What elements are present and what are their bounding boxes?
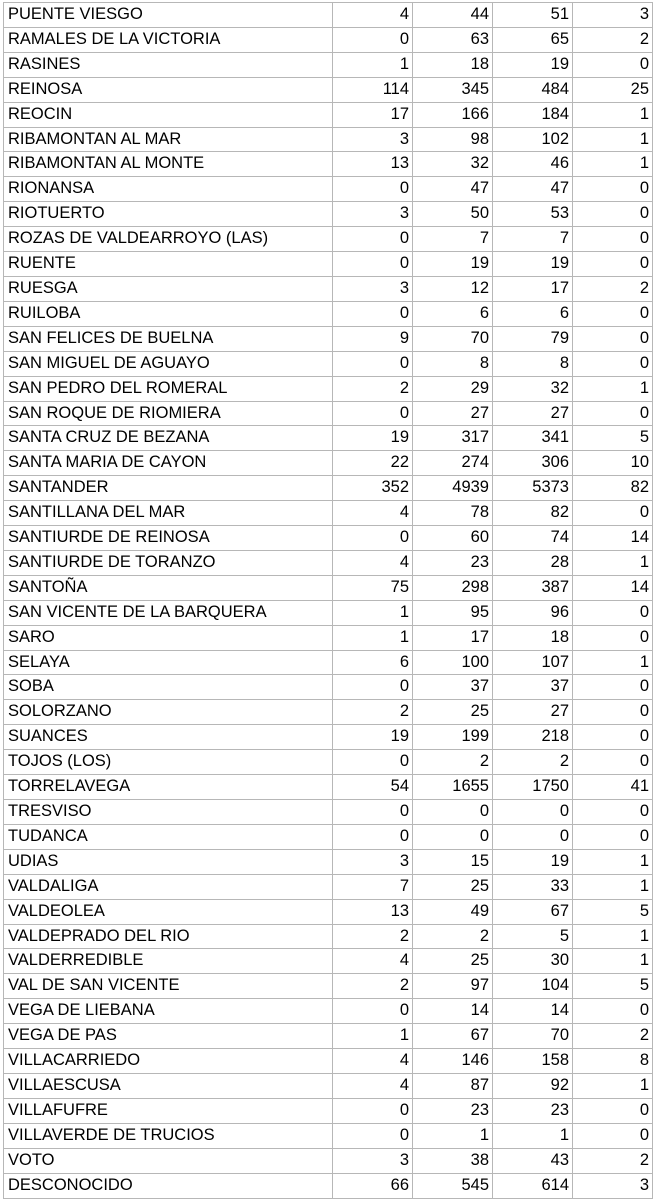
value-cell-col4[interactable]: 0 <box>573 401 653 426</box>
value-cell-col3[interactable]: 18 <box>493 625 573 650</box>
value-cell-col3[interactable]: 67 <box>493 899 573 924</box>
value-cell-col2[interactable]: 87 <box>413 1073 493 1098</box>
value-cell-col3[interactable]: 32 <box>493 376 573 401</box>
municipality-data-table <box>3 2 653 1199</box>
value-cell-col3[interactable]: 23 <box>493 1098 573 1123</box>
value-cell-col2[interactable]: 1 <box>413 1123 493 1148</box>
municipality-name-cell[interactable]: SANTA MARIA DE CAYON <box>4 451 333 476</box>
value-cell-col4[interactable]: 0 <box>573 227 653 252</box>
municipality-name-cell[interactable]: RIBAMONTAN AL MONTE <box>4 152 333 177</box>
value-cell-col4[interactable]: 10 <box>573 451 653 476</box>
value-cell-col3[interactable]: 184 <box>493 102 573 127</box>
value-cell-col2[interactable]: 317 <box>413 426 493 451</box>
municipality-name-cell[interactable]: SANTOÑA <box>4 575 333 600</box>
value-cell-col4[interactable]: 3 <box>573 1173 653 1198</box>
value-cell-col3[interactable]: 19 <box>493 252 573 277</box>
value-cell-col3[interactable]: 306 <box>493 451 573 476</box>
municipality-name-cell[interactable]: VILLACARRIEDO <box>4 1049 333 1074</box>
value-cell-col2[interactable]: 49 <box>413 899 493 924</box>
value-cell-col4[interactable]: 0 <box>573 700 653 725</box>
value-cell-col3[interactable]: 104 <box>493 974 573 999</box>
value-cell-col3[interactable]: 19 <box>493 849 573 874</box>
value-cell-col1[interactable]: 0 <box>333 999 413 1024</box>
table-row <box>4 276 653 301</box>
value-cell-col2[interactable]: 23 <box>413 550 493 575</box>
value-cell-col2[interactable]: 146 <box>413 1049 493 1074</box>
value-cell-col2[interactable]: 15 <box>413 849 493 874</box>
value-cell-col2[interactable]: 2 <box>413 924 493 949</box>
value-cell-col4[interactable]: 0 <box>573 600 653 625</box>
value-cell-col2[interactable]: 25 <box>413 700 493 725</box>
value-cell-col4[interactable]: 1 <box>573 924 653 949</box>
value-cell-col3[interactable]: 7 <box>493 227 573 252</box>
value-cell-col3[interactable]: 341 <box>493 426 573 451</box>
value-cell-col3[interactable]: 19 <box>493 52 573 77</box>
value-cell-col3[interactable]: 102 <box>493 127 573 152</box>
value-cell-col1[interactable]: 1 <box>333 600 413 625</box>
value-cell-col3[interactable]: 1 <box>493 1123 573 1148</box>
value-cell-col3[interactable]: 37 <box>493 675 573 700</box>
table-row <box>4 824 653 849</box>
value-cell-col2[interactable]: 298 <box>413 575 493 600</box>
value-cell-col4[interactable]: 0 <box>573 326 653 351</box>
municipality-name-cell[interactable]: TOJOS (LOS) <box>4 750 333 775</box>
municipality-name-cell[interactable]: PUENTE VIESGO <box>4 3 333 28</box>
value-cell-col4[interactable]: 2 <box>573 276 653 301</box>
table-row <box>4 924 653 949</box>
municipality-name-cell[interactable]: VALDEPRADO DEL RIO <box>4 924 333 949</box>
value-cell-col3[interactable]: 79 <box>493 326 573 351</box>
value-cell-col1[interactable]: 3 <box>333 127 413 152</box>
value-cell-col3[interactable]: 27 <box>493 401 573 426</box>
value-cell-col1[interactable]: 19 <box>333 725 413 750</box>
table-row <box>4 52 653 77</box>
municipality-name-cell[interactable]: SANTANDER <box>4 476 333 501</box>
table-row <box>4 800 653 825</box>
value-cell-col4[interactable]: 0 <box>573 824 653 849</box>
value-cell-col4[interactable]: 14 <box>573 526 653 551</box>
value-cell-col1[interactable]: 0 <box>333 27 413 52</box>
value-cell-col3[interactable]: 387 <box>493 575 573 600</box>
value-cell-col1[interactable]: 3 <box>333 276 413 301</box>
value-cell-col2[interactable]: 274 <box>413 451 493 476</box>
value-cell-col4[interactable]: 82 <box>573 476 653 501</box>
value-cell-col1[interactable]: 75 <box>333 575 413 600</box>
value-cell-col3[interactable]: 74 <box>493 526 573 551</box>
table-body <box>4 3 653 1199</box>
table-row <box>4 27 653 52</box>
municipality-name-cell[interactable]: DESCONOCIDO <box>4 1173 333 1198</box>
table-row <box>4 874 653 899</box>
value-cell-col4[interactable]: 1 <box>573 102 653 127</box>
value-cell-col3[interactable]: 53 <box>493 202 573 227</box>
municipality-name-cell[interactable]: VALDALIGA <box>4 874 333 899</box>
value-cell-col4[interactable]: 1 <box>573 949 653 974</box>
value-cell-col3[interactable]: 0 <box>493 800 573 825</box>
value-cell-col4[interactable]: 1 <box>573 874 653 899</box>
municipality-name-cell[interactable]: SANTIURDE DE REINOSA <box>4 526 333 551</box>
value-cell-col1[interactable]: 13 <box>333 899 413 924</box>
table-row <box>4 600 653 625</box>
value-cell-col1[interactable]: 54 <box>333 775 413 800</box>
value-cell-col1[interactable]: 0 <box>333 351 413 376</box>
value-cell-col1[interactable]: 4 <box>333 550 413 575</box>
municipality-name-cell[interactable]: SAN ROQUE DE RIOMIERA <box>4 401 333 426</box>
value-cell-col3[interactable]: 92 <box>493 1073 573 1098</box>
value-cell-col2[interactable]: 25 <box>413 949 493 974</box>
value-cell-col4[interactable]: 1 <box>573 849 653 874</box>
value-cell-col3[interactable]: 0 <box>493 824 573 849</box>
table-row <box>4 376 653 401</box>
municipality-name-cell[interactable]: UDIAS <box>4 849 333 874</box>
value-cell-col1[interactable]: 4 <box>333 3 413 28</box>
municipality-name-cell[interactable]: RAMALES DE LA VICTORIA <box>4 27 333 52</box>
table-row <box>4 102 653 127</box>
value-cell-col2[interactable]: 50 <box>413 202 493 227</box>
table-row <box>4 700 653 725</box>
municipality-name-cell[interactable]: VEGA DE LIEBANA <box>4 999 333 1024</box>
value-cell-col1[interactable]: 22 <box>333 451 413 476</box>
value-cell-col4[interactable]: 2 <box>573 27 653 52</box>
value-cell-col4[interactable]: 3 <box>573 3 653 28</box>
value-cell-col1[interactable]: 0 <box>333 301 413 326</box>
value-cell-col1[interactable]: 2 <box>333 924 413 949</box>
table-row <box>4 625 653 650</box>
table-row <box>4 401 653 426</box>
value-cell-col4[interactable]: 0 <box>573 675 653 700</box>
municipality-name-cell[interactable]: VILLAVERDE DE TRUCIOS <box>4 1123 333 1148</box>
value-cell-col2[interactable]: 47 <box>413 177 493 202</box>
value-cell-col1[interactable]: 6 <box>333 650 413 675</box>
value-cell-col1[interactable]: 19 <box>333 426 413 451</box>
value-cell-col1[interactable]: 0 <box>333 750 413 775</box>
table-row <box>4 326 653 351</box>
value-cell-col1[interactable]: 0 <box>333 252 413 277</box>
municipality-name-cell[interactable]: RUILOBA <box>4 301 333 326</box>
value-cell-col3[interactable]: 82 <box>493 501 573 526</box>
value-cell-col2[interactable]: 44 <box>413 3 493 28</box>
value-cell-col4[interactable]: 1 <box>573 152 653 177</box>
value-cell-col1[interactable]: 0 <box>333 675 413 700</box>
value-cell-col4[interactable]: 1 <box>573 127 653 152</box>
value-cell-col4[interactable]: 2 <box>573 1148 653 1173</box>
value-cell-col1[interactable]: 2 <box>333 700 413 725</box>
value-cell-col4[interactable]: 0 <box>573 301 653 326</box>
municipality-name-cell[interactable]: SAN FELICES DE BUELNA <box>4 326 333 351</box>
value-cell-col3[interactable]: 17 <box>493 276 573 301</box>
value-cell-col1[interactable]: 352 <box>333 476 413 501</box>
municipality-name-cell[interactable]: VOTO <box>4 1148 333 1173</box>
value-cell-col2[interactable]: 1655 <box>413 775 493 800</box>
municipality-name-cell[interactable]: TORRELAVEGA <box>4 775 333 800</box>
municipality-name-cell[interactable]: REOCIN <box>4 102 333 127</box>
municipality-name-cell[interactable]: SAN PEDRO DEL ROMERAL <box>4 376 333 401</box>
table-row <box>4 252 653 277</box>
value-cell-col2[interactable]: 60 <box>413 526 493 551</box>
value-cell-col1[interactable]: 13 <box>333 152 413 177</box>
value-cell-col1[interactable]: 7 <box>333 874 413 899</box>
table-row <box>4 650 653 675</box>
municipality-name-cell[interactable]: TRESVISO <box>4 800 333 825</box>
municipality-name-cell[interactable]: RIOTUERTO <box>4 202 333 227</box>
table-row <box>4 127 653 152</box>
value-cell-col4[interactable]: 14 <box>573 575 653 600</box>
value-cell-col3[interactable]: 614 <box>493 1173 573 1198</box>
value-cell-col1[interactable]: 0 <box>333 800 413 825</box>
value-cell-col1[interactable]: 0 <box>333 227 413 252</box>
value-cell-col4[interactable]: 0 <box>573 750 653 775</box>
table-row <box>4 476 653 501</box>
value-cell-col4[interactable]: 1 <box>573 1073 653 1098</box>
municipality-name-cell[interactable]: VEGA DE PAS <box>4 1024 333 1049</box>
value-cell-col4[interactable]: 0 <box>573 1098 653 1123</box>
municipality-name-cell[interactable]: VILLAESCUSA <box>4 1073 333 1098</box>
value-cell-col2[interactable]: 63 <box>413 27 493 52</box>
value-cell-col4[interactable]: 0 <box>573 800 653 825</box>
value-cell-col1[interactable]: 0 <box>333 1098 413 1123</box>
value-cell-col4[interactable]: 0 <box>573 52 653 77</box>
municipality-name-cell[interactable]: RIBAMONTAN AL MAR <box>4 127 333 152</box>
value-cell-col1[interactable]: 4 <box>333 1073 413 1098</box>
value-cell-col4[interactable]: 41 <box>573 775 653 800</box>
table-row <box>4 1098 653 1123</box>
value-cell-col4[interactable]: 8 <box>573 1049 653 1074</box>
table-row <box>4 675 653 700</box>
table-row <box>4 775 653 800</box>
value-cell-col3[interactable]: 33 <box>493 874 573 899</box>
value-cell-col1[interactable]: 1 <box>333 625 413 650</box>
value-cell-col1[interactable]: 3 <box>333 849 413 874</box>
table-row <box>4 301 653 326</box>
value-cell-col2[interactable]: 0 <box>413 800 493 825</box>
value-cell-col2[interactable]: 0 <box>413 824 493 849</box>
value-cell-col1[interactable]: 0 <box>333 177 413 202</box>
table-row <box>4 575 653 600</box>
table-row <box>4 1148 653 1173</box>
value-cell-col3[interactable]: 1750 <box>493 775 573 800</box>
value-cell-col3[interactable]: 43 <box>493 1148 573 1173</box>
value-cell-col1[interactable]: 2 <box>333 376 413 401</box>
value-cell-col2[interactable]: 38 <box>413 1148 493 1173</box>
municipality-name-cell[interactable]: SANTA CRUZ DE BEZANA <box>4 426 333 451</box>
value-cell-col4[interactable]: 25 <box>573 77 653 102</box>
municipality-name-cell[interactable]: SANTIURDE DE TORANZO <box>4 550 333 575</box>
municipality-name-cell[interactable]: SANTILLANA DEL MAR <box>4 501 333 526</box>
value-cell-col1[interactable]: 17 <box>333 102 413 127</box>
value-cell-col2[interactable]: 25 <box>413 874 493 899</box>
value-cell-col3[interactable]: 2 <box>493 750 573 775</box>
value-cell-col2[interactable]: 7 <box>413 227 493 252</box>
value-cell-col1[interactable]: 0 <box>333 401 413 426</box>
table-row <box>4 550 653 575</box>
table-row <box>4 202 653 227</box>
value-cell-col2[interactable]: 345 <box>413 77 493 102</box>
value-cell-col3[interactable]: 484 <box>493 77 573 102</box>
value-cell-col4[interactable]: 1 <box>573 650 653 675</box>
value-cell-col2[interactable]: 98 <box>413 127 493 152</box>
value-cell-col1[interactable]: 0 <box>333 526 413 551</box>
value-cell-col3[interactable]: 47 <box>493 177 573 202</box>
table-row <box>4 3 653 28</box>
table-row <box>4 849 653 874</box>
value-cell-col4[interactable]: 5 <box>573 974 653 999</box>
value-cell-col2[interactable]: 37 <box>413 675 493 700</box>
value-cell-col1[interactable]: 3 <box>333 1148 413 1173</box>
municipality-name-cell[interactable]: VILLAFUFRE <box>4 1098 333 1123</box>
value-cell-col2[interactable]: 95 <box>413 600 493 625</box>
value-cell-col3[interactable]: 96 <box>493 600 573 625</box>
value-cell-col4[interactable]: 5 <box>573 426 653 451</box>
value-cell-col1[interactable]: 4 <box>333 501 413 526</box>
value-cell-col3[interactable]: 107 <box>493 650 573 675</box>
value-cell-col1[interactable]: 9 <box>333 326 413 351</box>
municipality-name-cell[interactable]: VAL DE SAN VICENTE <box>4 974 333 999</box>
value-cell-col3[interactable]: 70 <box>493 1024 573 1049</box>
table-row <box>4 501 653 526</box>
value-cell-col1[interactable]: 66 <box>333 1173 413 1198</box>
municipality-name-cell[interactable]: RUENTE <box>4 252 333 277</box>
municipality-name-cell[interactable]: SOLORZANO <box>4 700 333 725</box>
table-row <box>4 426 653 451</box>
value-cell-col1[interactable]: 4 <box>333 949 413 974</box>
value-cell-col2[interactable]: 32 <box>413 152 493 177</box>
value-cell-col2[interactable]: 18 <box>413 52 493 77</box>
value-cell-col4[interactable]: 0 <box>573 725 653 750</box>
value-cell-col3[interactable]: 27 <box>493 700 573 725</box>
value-cell-col2[interactable]: 78 <box>413 501 493 526</box>
table-row <box>4 1049 653 1074</box>
table-row <box>4 750 653 775</box>
table-row <box>4 1024 653 1049</box>
table-row <box>4 1123 653 1148</box>
value-cell-col2[interactable]: 29 <box>413 376 493 401</box>
value-cell-col3[interactable]: 6 <box>493 301 573 326</box>
value-cell-col2[interactable]: 27 <box>413 401 493 426</box>
municipality-name-cell[interactable]: TUDANCA <box>4 824 333 849</box>
value-cell-col1[interactable]: 0 <box>333 824 413 849</box>
municipality-name-cell[interactable]: SARO <box>4 625 333 650</box>
value-cell-col1[interactable]: 3 <box>333 202 413 227</box>
value-cell-col4[interactable]: 0 <box>573 202 653 227</box>
municipality-name-cell[interactable]: RUESGA <box>4 276 333 301</box>
value-cell-col4[interactable]: 5 <box>573 899 653 924</box>
municipality-name-cell[interactable]: SAN MIGUEL DE AGUAYO <box>4 351 333 376</box>
value-cell-col4[interactable]: 2 <box>573 1024 653 1049</box>
table-row <box>4 77 653 102</box>
table-row <box>4 526 653 551</box>
table-row <box>4 974 653 999</box>
value-cell-col3[interactable]: 5 <box>493 924 573 949</box>
value-cell-col2[interactable]: 199 <box>413 725 493 750</box>
value-cell-col2[interactable]: 14 <box>413 999 493 1024</box>
value-cell-col2[interactable]: 2 <box>413 750 493 775</box>
value-cell-col3[interactable]: 5373 <box>493 476 573 501</box>
table-row <box>4 725 653 750</box>
value-cell-col3[interactable]: 28 <box>493 550 573 575</box>
municipality-name-cell[interactable]: ROZAS DE VALDEARROYO (LAS) <box>4 227 333 252</box>
value-cell-col2[interactable]: 166 <box>413 102 493 127</box>
value-cell-col3[interactable]: 158 <box>493 1049 573 1074</box>
table-row <box>4 1073 653 1098</box>
value-cell-col4[interactable]: 0 <box>573 252 653 277</box>
value-cell-col2[interactable]: 23 <box>413 1098 493 1123</box>
table-row <box>4 227 653 252</box>
table-row <box>4 152 653 177</box>
municipality-name-cell[interactable]: RIONANSA <box>4 177 333 202</box>
value-cell-col4[interactable]: 0 <box>573 999 653 1024</box>
value-cell-col4[interactable]: 0 <box>573 1123 653 1148</box>
value-cell-col2[interactable]: 545 <box>413 1173 493 1198</box>
value-cell-col1[interactable]: 0 <box>333 1123 413 1148</box>
municipality-name-cell[interactable]: SOBA <box>4 675 333 700</box>
value-cell-col1[interactable]: 1 <box>333 1024 413 1049</box>
value-cell-col4[interactable]: 0 <box>573 177 653 202</box>
municipality-name-cell[interactable]: SAN VICENTE DE LA BARQUERA <box>4 600 333 625</box>
value-cell-col2[interactable]: 6 <box>413 301 493 326</box>
municipality-name-cell[interactable]: SELAYA <box>4 650 333 675</box>
value-cell-col3[interactable]: 51 <box>493 3 573 28</box>
table-row <box>4 351 653 376</box>
table-row <box>4 949 653 974</box>
value-cell-col4[interactable]: 0 <box>573 351 653 376</box>
municipality-name-cell[interactable]: SUANCES <box>4 725 333 750</box>
value-cell-col2[interactable]: 19 <box>413 252 493 277</box>
municipality-name-cell[interactable]: VALDERREDIBLE <box>4 949 333 974</box>
value-cell-col4[interactable]: 1 <box>573 550 653 575</box>
municipality-name-cell[interactable]: REINOSA <box>4 77 333 102</box>
value-cell-col2[interactable]: 12 <box>413 276 493 301</box>
table-row <box>4 899 653 924</box>
value-cell-col2[interactable]: 17 <box>413 625 493 650</box>
value-cell-col3[interactable]: 46 <box>493 152 573 177</box>
value-cell-col4[interactable]: 0 <box>573 501 653 526</box>
value-cell-col2[interactable]: 67 <box>413 1024 493 1049</box>
table-row <box>4 1173 653 1198</box>
municipality-name-cell[interactable]: RASINES <box>4 52 333 77</box>
value-cell-col2[interactable]: 97 <box>413 974 493 999</box>
value-cell-col4[interactable]: 1 <box>573 376 653 401</box>
municipality-name-cell[interactable]: VALDEOLEA <box>4 899 333 924</box>
table-row <box>4 177 653 202</box>
value-cell-col3[interactable]: 8 <box>493 351 573 376</box>
value-cell-col3[interactable]: 30 <box>493 949 573 974</box>
value-cell-col4[interactable]: 0 <box>573 625 653 650</box>
value-cell-col3[interactable]: 218 <box>493 725 573 750</box>
value-cell-col3[interactable]: 14 <box>493 999 573 1024</box>
value-cell-col2[interactable]: 100 <box>413 650 493 675</box>
table-row <box>4 451 653 476</box>
value-cell-col3[interactable]: 65 <box>493 27 573 52</box>
value-cell-col1[interactable]: 1 <box>333 52 413 77</box>
value-cell-col2[interactable]: 4939 <box>413 476 493 501</box>
value-cell-col1[interactable]: 2 <box>333 974 413 999</box>
table-row <box>4 999 653 1024</box>
value-cell-col1[interactable]: 114 <box>333 77 413 102</box>
value-cell-col1[interactable]: 4 <box>333 1049 413 1074</box>
value-cell-col2[interactable]: 70 <box>413 326 493 351</box>
value-cell-col2[interactable]: 8 <box>413 351 493 376</box>
